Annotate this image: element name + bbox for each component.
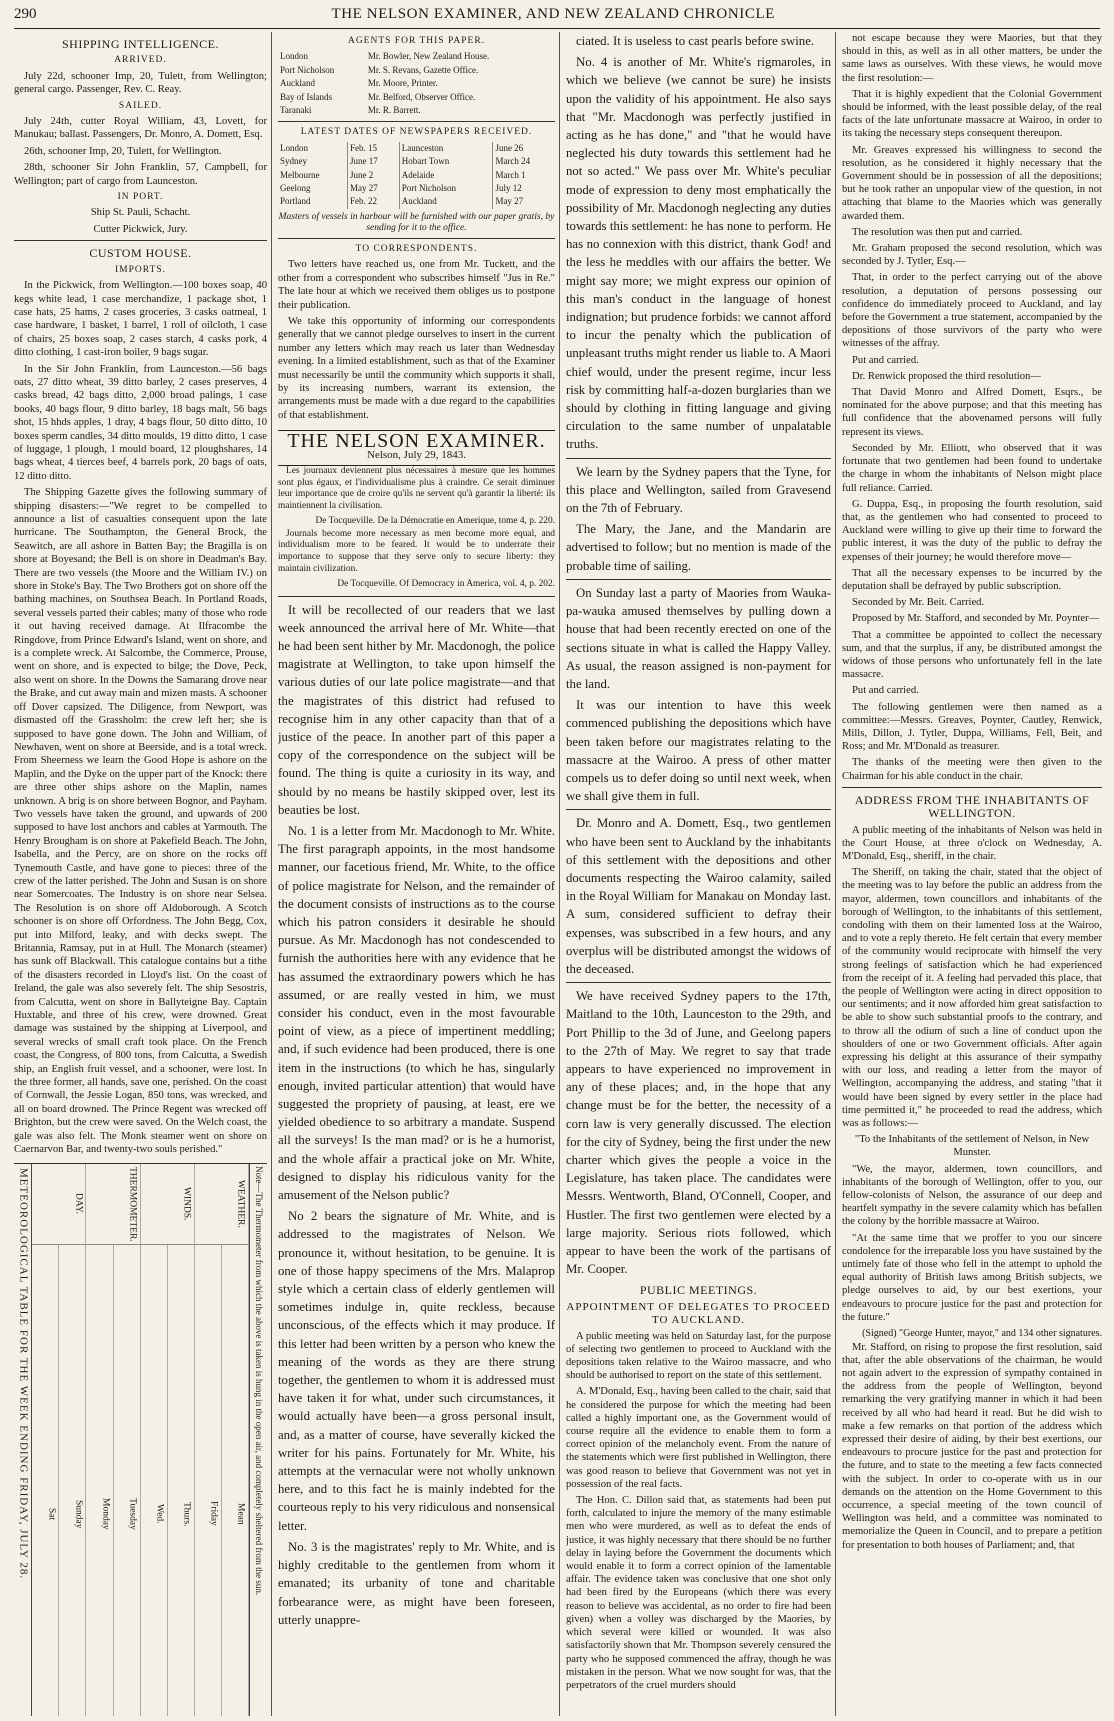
imports-entry: In the Sir John Franklin, from Launceston.—56 bags oats, 27 ditto wheat, 39 ditto barley, 2 cases preserves, 4 casks bread, 42 bags ditto, 2,000 broad palings, 1 case books, 40 bags flour, 9 ditto barley, 18 bags malt, 56 bags shot, 15 hhds apples, 1 dray, 4 bags flour, 50 ditto ditto, 10 boxes sperm candles, 34 ditto moulds, 19 ditto ditto, 1 case of luggage, 1 plough, 1 mould board, 12 ploughshares, 14 bags wheat, 4 tierces beef, 4 barrels pork, 20 bags of oats, 12 ditto ditto. bbox=[14, 363, 267, 482]
masters-note: Masters of vessels in harbour will be furnished with our paper gratis, by sending for it to the office. bbox=[278, 211, 555, 233]
shipping-gazette-text: The Shipping Gazette gives the following summary of shipping disasters:—"We regret to be compelled to announce a list of casualties consequent upon the late hurricane. The Southampton, the General Brock, the Seawitch, are all ashore in Batten Bay; the Bragilla is on shore at Boyesand; the Bell is on shore in Deadman's Bay. There are two vessels (the Moore and the William IV.) on shore in Stoke's Bay. The Two Brothers got on shore off the bathing machines, on Southsea Beach. In Portland Roads, several vessels parted their cables; many of those who rode it out having received damage. At Ilfracombe the Ringdove, from Prince Edward's Island, went on shore, and is a complete wreck. At Salcombe, the Commerce, Prouse, went on shore, and is expected to bilge; the Dove, Peck, also went on shore. In the Downs the Samarang drove near the Brake, and cut away main and mizen masts. A schooner off Dover capsized. The Diligence, from Newport, was dismasted off the Grassholm: the crew left her; she is supposed to have gone down. The John and William, of Newhaven, went on shore at Beerside, and is a total wreck. From Sheerness we learn the Good Hope is ashore on the Maplin, and the Dyke on the upper part of the Knock: there are three other ships ashore on the Maplin, names unknown. A brig is on shore between Bognor, and Payham. Two vessels have taken the ground, and upwards of 200 supposed to have lost anchors and cables at Yarmouth. The Henry Brougham is on shore at Pakefield Beach. The John, Isabella, and the Percy, are on shore on the rocks off Tynemouth Castle, and have gone to pieces: three of the crew of the latter perished. The John and Susan is on shore near Somercoates. The Industry is on shore near Selsea. The Resolution is on shore off Aldoborough. A Scotch schooner is on shore off Orfordness. The John Begg, Cox, put into Milford, leaky, and with decks swept. The Britannia, Ramsay, put in at Hull. The Monarch (steamer) has sunk off Blackwall. This catalogue contains but a tithe of the disasters recorded in Lloyd's list. On the coast of Ireland, the gale was also severely felt. The ship Sesostris, from Calcutta, went on shore in Ballyteigne Bay. Captain Huxtable, and three of his crew, were drowned. Great damage was sustained by the shipping at Liverpool, and several wrecks of small craft took place. On the French coast, the Congress, of 800 tons, from Calcutta, a Swedish ship, an English fruit vessel, and a schooner, were lost. In the three former, all hands, save one, perished. On the coast of Cornwall, the Jessie Logan, 850 tons, was wrecked, and all on board drowned. The Prince Regent was wrecked off Brighton, but the crew were saved. On the Welch coast, the gale was also felt. The Monk steamer went on shore on Caernarvon Bar, and twenty-two souls perished." bbox=[14, 487, 267, 1156]
meteo-header: WINDS. bbox=[141, 1164, 195, 1245]
news-paragraph: On Sunday last a party of Maories from Wauka-pa-wauka amused themselves by pulling down a house that had been recently erected on one of the sections situate in what is called the Happy Valley. As usual, the reason assigned is non-payment for the land. bbox=[566, 585, 831, 691]
agent-row: Bay of Islands Mr. Belford, Observer Office. bbox=[280, 91, 476, 102]
meeting-paragraph: A public meeting was held on Saturday last, for the purpose of selecting two gentlemen to proceed to Auckland with the depositions taken relative to the Wairoo massacre, and who should be authorised to report on the state of this settlement. bbox=[566, 1330, 831, 1382]
shipping-title: SHIPPING INTELLIGENCE. bbox=[62, 37, 219, 51]
meteo-day: Thurs. bbox=[168, 1245, 195, 1716]
column-4 bbox=[842, 32, 1106, 1716]
meteo-note: Note—The Thermometer from which the above is taken is hung in the open air, and completely sheltered from the sun. bbox=[249, 1164, 267, 1717]
meteo-day: Tuesday bbox=[114, 1245, 141, 1716]
address-title: ADDRESS FROM THE INHABITANTS OF WELLINGTON. bbox=[854, 792, 1090, 821]
news-paragraph: The Mary, the Jane, and the Mandarin are advertised to follow; but no mention is made of the probable time of sailing. bbox=[566, 522, 831, 573]
resolution-paragraph: That a committee be appointed to collect the necessary sum, and that the surplus, if any, be distributed amongst the widows of those persons who unfortunately fell in the late massacre. bbox=[842, 629, 1102, 681]
news-paragraph: No. 4 is another of Mr. White's rigmaroles, in which we believe (we cannot be sure) he insists upon the validity of his appointment. He also says that "Mr. Macdonogh was perfectly justified in acting as he has done," and "that he would have neglected his duty towards this settlement had he not so acted." We pass over Mr. White's peculiar mode of expression to deny most emphatically the possibility of Mr. Macdonogh neglecting any duties towards this settlement: he has none to perform. He has no connexion with this district, thank God! and the less he meddles with our affairs the better. We might say more; we might express our opinion of this man's conduct in the language of honest indignation; but prudence forbids: we cannot afford to incur the penalty which the publication of unpleasant truths might render us liable to. A Maori chief would, under the present regime, incur less risk by committing half-a-dozen burglaries than we should by clothing in fitting language and giving circulation to the same number of unpalatable truths. bbox=[566, 55, 831, 452]
resolution-paragraph: That all the necessary expenses to be incurred by the deputation shall be defrayed by public subscription. bbox=[842, 567, 1102, 592]
quote-english: Journals become more necessary as men become more equal, and individualism more to be feared. It would be to underrate their importance to suppose that they serve only to secure liberty: they maintain civilization. bbox=[278, 528, 555, 574]
meeting-paragraph: The Hon. C. Dillon said that, as statements had been put forth, calculated to injure the memory of the many estimable men who were murdered, as well as to defeat the ends of justice, it was highly necessary that there should be no further delay in laying before the Government the documents which would enable it to form a correct opinion of the lamentable affair. The evidence taken was conclusive that one shot only had been fired by the Europeans (which there was every reason to believe was accidental, as no order to fire had been given) when a volley was discharged by the Maories, by which several were killed or wounded. It was also satisfactorily shown that Mr. Thompson severely censured the party who he supposed commenced the affray, though he was mistaken in the person. What we now sought for was, that the perpetrators of the cruel murders should bbox=[566, 1495, 831, 1691]
arrived-heading: ARRIVED. bbox=[114, 55, 167, 66]
sailed-entry: 26th, schooner Imp, 20, Tulett, for Wellington. bbox=[24, 145, 222, 157]
correspondents-text: We take this opportunity of informing our correspondents generally that we cannot pledge ourselves to insert in the current number any letters which may reach us later than Wednesday evening. In a limited establishment, such as that of the Examiner must necessarily be until the community which supports it shall, by its increasing numbers, warrant its extension, the arrangements must be made with a due regard to the capabilities of that establishment. bbox=[278, 315, 555, 421]
resolution-paragraph: Seconded by Mr. Beit. Carried. bbox=[852, 597, 985, 609]
resolution-paragraph: Seconded by Mr. Elliott, who observed that it was fortunate that two gentlemen had been found to undertake the charge in whom the inhabitants of Nelson might place full reliance. Carried. bbox=[842, 442, 1102, 494]
editorial-paragraph: No. 3 is the magistrates' reply to Mr. White, and is highly creditable to the gentlemen from whom it emanated; its urbanity of tone and charitable forbearance were, as might have been foreseen, utterly unappre- bbox=[278, 1539, 555, 1627]
resolution-paragraph: Proposed by Mr. Stafford, and seconded by Mr. Poynter— bbox=[852, 613, 1100, 625]
resolution-paragraph: Put and carried. bbox=[852, 685, 919, 697]
agents-table bbox=[278, 50, 555, 117]
page-number: 290 bbox=[14, 6, 37, 22]
masthead bbox=[14, 6, 1100, 29]
news-paragraph: ciated. It is useless to cast pearls before swine. bbox=[576, 34, 815, 48]
resolution-paragraph: That it is highly expedient that the Colonial Government should be informed, with the least possible delay, of the real facts of the late unfortunate massacre at Wairoo, in order to its taking the necessary steps consequent thereupon. bbox=[842, 88, 1102, 140]
arrived-entry: July 22d, schooner Imp, 20, Tulett, from Wellington; general cargo. Passenger, Rev. C. Reay. bbox=[14, 70, 267, 96]
meteo-days-row bbox=[32, 1245, 248, 1716]
news-paragraph: It was our intention to have this week commenced publishing the depositions which have been taken before our magistrates relating to the massacre at the Wairoo. A press of other matter compels us to defer doing so until next week, when we shall give them in full. bbox=[566, 698, 831, 804]
meteo-header: THERMOMETER. bbox=[86, 1164, 140, 1245]
news-paragraph: We learn by the Sydney papers that the Tyne, for this place and Wellington, sailed from Gravesend on the 7th of February. bbox=[566, 464, 831, 516]
meteo-day: Mean bbox=[222, 1245, 249, 1716]
resolution-paragraph: Mr. Graham proposed the second resolution, which was seconded by J. Tytler, Esq.— bbox=[842, 243, 1102, 268]
correspondents-title: TO CORRESPONDENTS. bbox=[355, 243, 478, 254]
quote-french: Les journaux deviennent plus nécessaires à mesure que les hommes sont plus égaux, et l'individualisme plus à craindre. Ce serait diminuer leur importance que de croire qu'ils ne servent qu'à garantir la liberté: ils maintiennent la civilisation. bbox=[278, 465, 555, 511]
news-paragraph: We have received Sydney papers to the 17th, Maitland to the 10th, Launceston to the 29th, and Port Phillip to the 3d of June, and Geelong papers to the 27th of May. We regret to say that trade appears to have experienced no improvement in any of these places; and, in the hope that any change must be for the better, the necessity of a corn law is very generally discussed. The election for the city of Sydney, being the first under the new charter which gives the people a voice in the Legislature, has taken place. The candidates were Messrs. Wentworth, Bland, O'Connell, Cooper, and Hustler. The first two gentlemen were elected by a large majority. Serious riots followed, which appear to have been the work of the partisans of Mr. Cooper. bbox=[566, 989, 831, 1277]
public-meetings-title: PUBLIC MEETINGS. bbox=[639, 1283, 758, 1298]
address-paragraph: A public meeting of the inhabitants of Nelson was held in the Court House, at three o'clock on Wednesday, A. M'Donald, Esq., sheriff, in the chair. bbox=[842, 824, 1102, 862]
editorial-paragraph: It will be recollected of our readers that we last week announced the arrival here of Mr. White—that he had been sent hither by Mr. Macdonogh, the police magistrate at Wellington, to take upon himself the various duties of our late police magistrate—and that the magistrates of this district had refused to recognise him in any other capacity than that of a justice of the peace. In another part of this paper a copy of the correspondence on the subject will be found. The thing is quite a curiosity in its way, and should by no means be hastily skipped over, lest its beauties be lost. bbox=[278, 602, 555, 817]
sailed-entry: 28th, schooner Sir John Franklin, 57, Campbell, for Wellington; part of cargo from Launceston. bbox=[14, 162, 267, 187]
in-port-entry: Ship St. Pauli, Schacht. bbox=[90, 207, 191, 219]
address-paragraph: Mr. Stafford, on rising to propose the first resolution, said that, after the able observations of the chairman, he would not again advert to the expression of sympathy contained in the address from the people of Wellington, beyond remarking the very gratifying manner in which it had been received by all who had heard it read. But he did wish to make a few remarks on that portion of the address which expressed their desire of aiding, by their best exertions, our endeavours to procure justice for the past and protection for the future, and to state to the meeting a few facts connected with the subject. In order to co-operate with us in our demands on the attention on the Home Government to this occurrence, a special meeting of the town council of Wellington was held, and a committee was nominated to memorialize the Queen in Council, and to prepare a petition for presentation to both houses of Parliament; and, that bbox=[842, 1341, 1102, 1551]
resolution-paragraph: The thanks of the meeting were then given to the Chairman for his able conduct in the chair. bbox=[842, 757, 1102, 782]
resolution-paragraph: That, in order to the perfect carrying out of the above resolution, a deputation of persons possessing our confidence do immediately proceed to Auckland, and lay before the Government a true statement, accompanied by the depositions of those survivors of the party who were witnesses of the affray. bbox=[842, 272, 1102, 350]
in-port-entry: Cutter Pickwick, Jury. bbox=[93, 223, 188, 235]
meteo-day: Sunday bbox=[59, 1245, 86, 1716]
address-paragraph: "We, the mayor, aldermen, town councillors, and inhabitants of the borough of Wellington, offer to you, our fellow-colonists of Nelson, the assurance of our deep and heartfelt sympathy in the severe calamity which has befallen the colony by the horrible massacre at Wairoo. bbox=[842, 1163, 1102, 1228]
agent-row: Auckland Mr. Moore, Printer. bbox=[280, 78, 438, 89]
meteo-day: Friday bbox=[195, 1245, 222, 1716]
meteo-day: Wed. bbox=[141, 1245, 168, 1716]
resolution-paragraph: not escape because they were Maories, but that they should in this, as well as in all other matters, be under the same laws as ourselves. With these views, he would move the first resolution:— bbox=[842, 33, 1102, 84]
meteo-title: METEOROLOGICAL TABLE FOR THE WEEK ENDING FRIDAY, JULY 28. bbox=[14, 1164, 32, 1717]
address-paragraph: "To the Inhabitants of the settlement of Nelson, in New Munster. bbox=[854, 1134, 1090, 1159]
agent-row: Port Nicholson Mr. S. Revans, Gazette Office. bbox=[280, 64, 479, 75]
columns bbox=[14, 32, 1100, 1716]
meteo-header: DAY. bbox=[32, 1164, 86, 1245]
resolution-paragraph: The resolution was then put and carried. bbox=[852, 226, 1023, 238]
meteo-header: WEATHER. bbox=[195, 1164, 249, 1245]
imports-entry: In the Pickwick, from Wellington.—100 boxes soap, 40 kegs white lead, 1 case merchandize, 1 package shot, 1 case hats, 25 hams, 2 cases groceries, 3 casks oatmeal, 1 case hardware, 1 basket, 1 barrel, 1 roll of oilcloth, 1 case of chairs, 25 boxes soap, 2 cases starch, 4 casks pork, 4 ditto clothing, 1 cast-iron boiler, 9 bags sugar. bbox=[14, 280, 267, 359]
correspondents-text: Two letters have reached us, one from Mr. Tuckett, and the other from a correspondent who subscribes himself "Jus in Re." The late hour at which we received them obliges us to postpone their publication. bbox=[278, 259, 555, 311]
customs-title: CUSTOM HOUSE. bbox=[89, 246, 192, 261]
agent-row: London Mr. Bowler, New Zealand House. bbox=[280, 51, 490, 62]
delegates-title: APPOINTMENT OF DELEGATES TO PROCEED TO AUCKLAND. bbox=[566, 1300, 831, 1327]
quote-french-source: De Tocqueville. De la Démocratie en Amerique, tome 4, p. 220. bbox=[315, 516, 555, 527]
agents-title: AGENTS FOR THIS PAPER. bbox=[347, 36, 486, 46]
resolution-paragraph: That David Monro and Alfred Domett, Esqrs., be nominated for the above purpose; and that this meeting has full confidence that the abovenamed persons will fully represent its views. bbox=[842, 387, 1102, 438]
in-port-heading: IN PORT. bbox=[117, 192, 164, 203]
meteorological-table bbox=[14, 1163, 267, 1717]
resolution-paragraph: The following gentlemen were then named as a committee:—Messrs. Greaves, Poynter, Cautley, Renwick, Mills, Dillon, J. Tytler, Duppa, Williams, Fell, Beit, and Ross; and Mr. M'Donald as treasurer. bbox=[842, 701, 1102, 753]
column-3 bbox=[566, 32, 836, 1716]
address-paragraph: The Sheriff, on taking the chair, stated that the object of the meeting was to lay before the public an address from the mayor, aldermen, town councillors and inhabitants of the borough of Wellington, to the inhabitants of this settlement, condoling with them on their lamented loss at the Wairoo, and to vote a reply thereto. He felt certain that every member of the community would reciprocate with himself the very strong feelings of satisfaction which he had experienced from the receipt of it. A feeling had pervaded this place, that the people of Wellington were acting in direct opposition to our sentiments; and it now afforded him great satisfaction to be able to show such substantial proofs to the contrary, and to throw all the odium of such a line of conduct upon the shoulders of one or two Government officials. After again expressing his delight at this assurance of their sympathy with our loss, and reading a letter from the mayor of Wellington, accompanying the address, and stating "that it would have been signed by every settler in the place had time permitted it," he proceeded to read the address, which was as follows:— bbox=[842, 867, 1102, 1130]
editorial-paragraph: No 2 bears the signature of Mr. White, and is addressed to the magistrates of Nelson. We pronounce it, without hesitation, to be genuine. It is one of those happy specimens of the Mrs. Malaprop style which a certain class of elderly gentlemen will sometimes indulge in, quite reckless, because unconscious, of the effects which it may produce. If this letter had been written by a person who knew the meaning of the words as they are there strung together, the gentlemen to whom it is addressed must have taken it for what, under such circumstances, it would actually have been—a gross personal insult, and, as a matter of course, have severally kicked the writer for his pains. Fortunately for Mr. White, his attempts at the vernacular were not wholly unknown here, and to this fact he is mainly indebted for the courteous reply to his very ridiculous and nonsensical letter. bbox=[278, 1209, 555, 1533]
sailed-entry: July 24th, cutter Royal William, 43, Lovett, for Manukau; ballast. Passengers, Dr. Monro, A. Domett, Esq. bbox=[14, 116, 267, 141]
column-2 bbox=[278, 32, 560, 1716]
column-1 bbox=[14, 32, 272, 1716]
agent-row: Taranaki Mr. R. Barrett. bbox=[280, 105, 421, 116]
paper-title: THE NELSON EXAMINER. bbox=[278, 430, 555, 448]
address-signature: (Signed) "George Hunter, mayor," and 134 other signatures. bbox=[862, 1328, 1102, 1340]
resolution-paragraph: Put and carried. bbox=[852, 354, 919, 366]
meteo-day: Monday bbox=[86, 1245, 113, 1716]
imports-heading: IMPORTS. bbox=[115, 264, 166, 275]
dateline: Nelson, July 29, 1843. bbox=[278, 449, 555, 466]
meeting-paragraph: A. M'Donald, Esq., having been called to the chair, said that he considered the purpose for which the meeting had been called a highly important one, as the Government would of course require all the evidence to enable them to form a correct opinion of the melancholy event. From the nature of the statements which were first published in Wellington, there was good reason to believe that Government was not yet in possession of the real facts. bbox=[566, 1386, 831, 1490]
quote-english-source: De Tocqueville. Of Democracy in America, vol. 4, p. 202. bbox=[337, 579, 555, 590]
dates-title: LATEST DATES OF NEWSPAPERS RECEIVED. bbox=[300, 127, 533, 138]
resolution-paragraph: G. Duppa, Esq., in proposing the fourth resolution, said that, as the gentlemen who had consented to proceed to Auckland were willing to give up their time to forward the public interest, it was the duty of the public to defray the expenses of their journey; he would therefore move— bbox=[842, 498, 1102, 563]
editorial-paragraph: No. 1 is a letter from Mr. Macdonogh to Mr. White. The first paragraph appoints, in the most handsome manner, our facetious friend, Mr. White, to the office of police magistrate for Nelson, and the remainder of the document consists of instructions as to the course which his patron considers it desirable he should pursue. As Mr. Macdonogh has not condescended to furnish the authorities here with any evidence that he has assumed the extraordinary powers which he has assumed, or are really vested in him, we must consider his conduct, even in the most favourable point of view, as a piece of impertinent meddling; and, if such evidence had been produced, there is one item in the instructions (to which he has, singularly enough, invited particular attention) that would have suggested the propriety of pausing, at least, ere we yielded obedience to so arbitrary a mandate. Suspend all the surveys! Is the man mad? or is he a humorist, and the whole affair a practical joke on Mr. White, designed to display his ridiculous vanity for the amusement of the Nelson public? bbox=[278, 823, 555, 1203]
meteo-day: Sat bbox=[32, 1245, 59, 1716]
resolution-paragraph: Dr. Renwick proposed the third resolution— bbox=[852, 370, 1041, 382]
meteo-header-row bbox=[32, 1164, 248, 1246]
dates-table: London Feb. 15 Launceston June 26 Sydney June 17 Hobart Town March 24 Melbourne June 2 Adelaide March 1 Geelong May 27 Port Nicholson July 12 Portland Feb. 22 Auckland May 27 bbox=[278, 142, 555, 209]
running-head: THE NELSON EXAMINER, AND NEW ZEALAND CHRONICLE bbox=[331, 6, 776, 22]
resolution-paragraph: Mr. Greaves expressed his willingness to second the resolution, as he considered it highly necessary that the Government should be in possession of all the depositions; but he took rather an unpopular view of the question, in not attaching that blame to the Maories which was generally awarded them. bbox=[842, 144, 1102, 222]
sailed-heading: SAILED. bbox=[118, 100, 163, 111]
address-paragraph: "At the same time that we proffer to you our sincere condolence for the irreparable loss you have sustained by the untimely fate of those who fell in the attempt to uphold the equal authority of British laws among British subjects, we pledge ourselves to aid, by our best exertions, your endeavours to procure justice for the past and protection for the future." bbox=[842, 1232, 1102, 1323]
news-paragraph: Dr. Monro and A. Domett, Esq., two gentlemen who have been sent to Auckland by the inhabitants of this settlement with the depositions and other documents respecting the Wairoo calamity, sailed in the Royal William for Manakau on Monday last. A sum, considered sufficient to defray their expenses, was subscribed in a few hours, and any overplus will be distributed amongst the widows of the deceased. bbox=[566, 816, 831, 976]
